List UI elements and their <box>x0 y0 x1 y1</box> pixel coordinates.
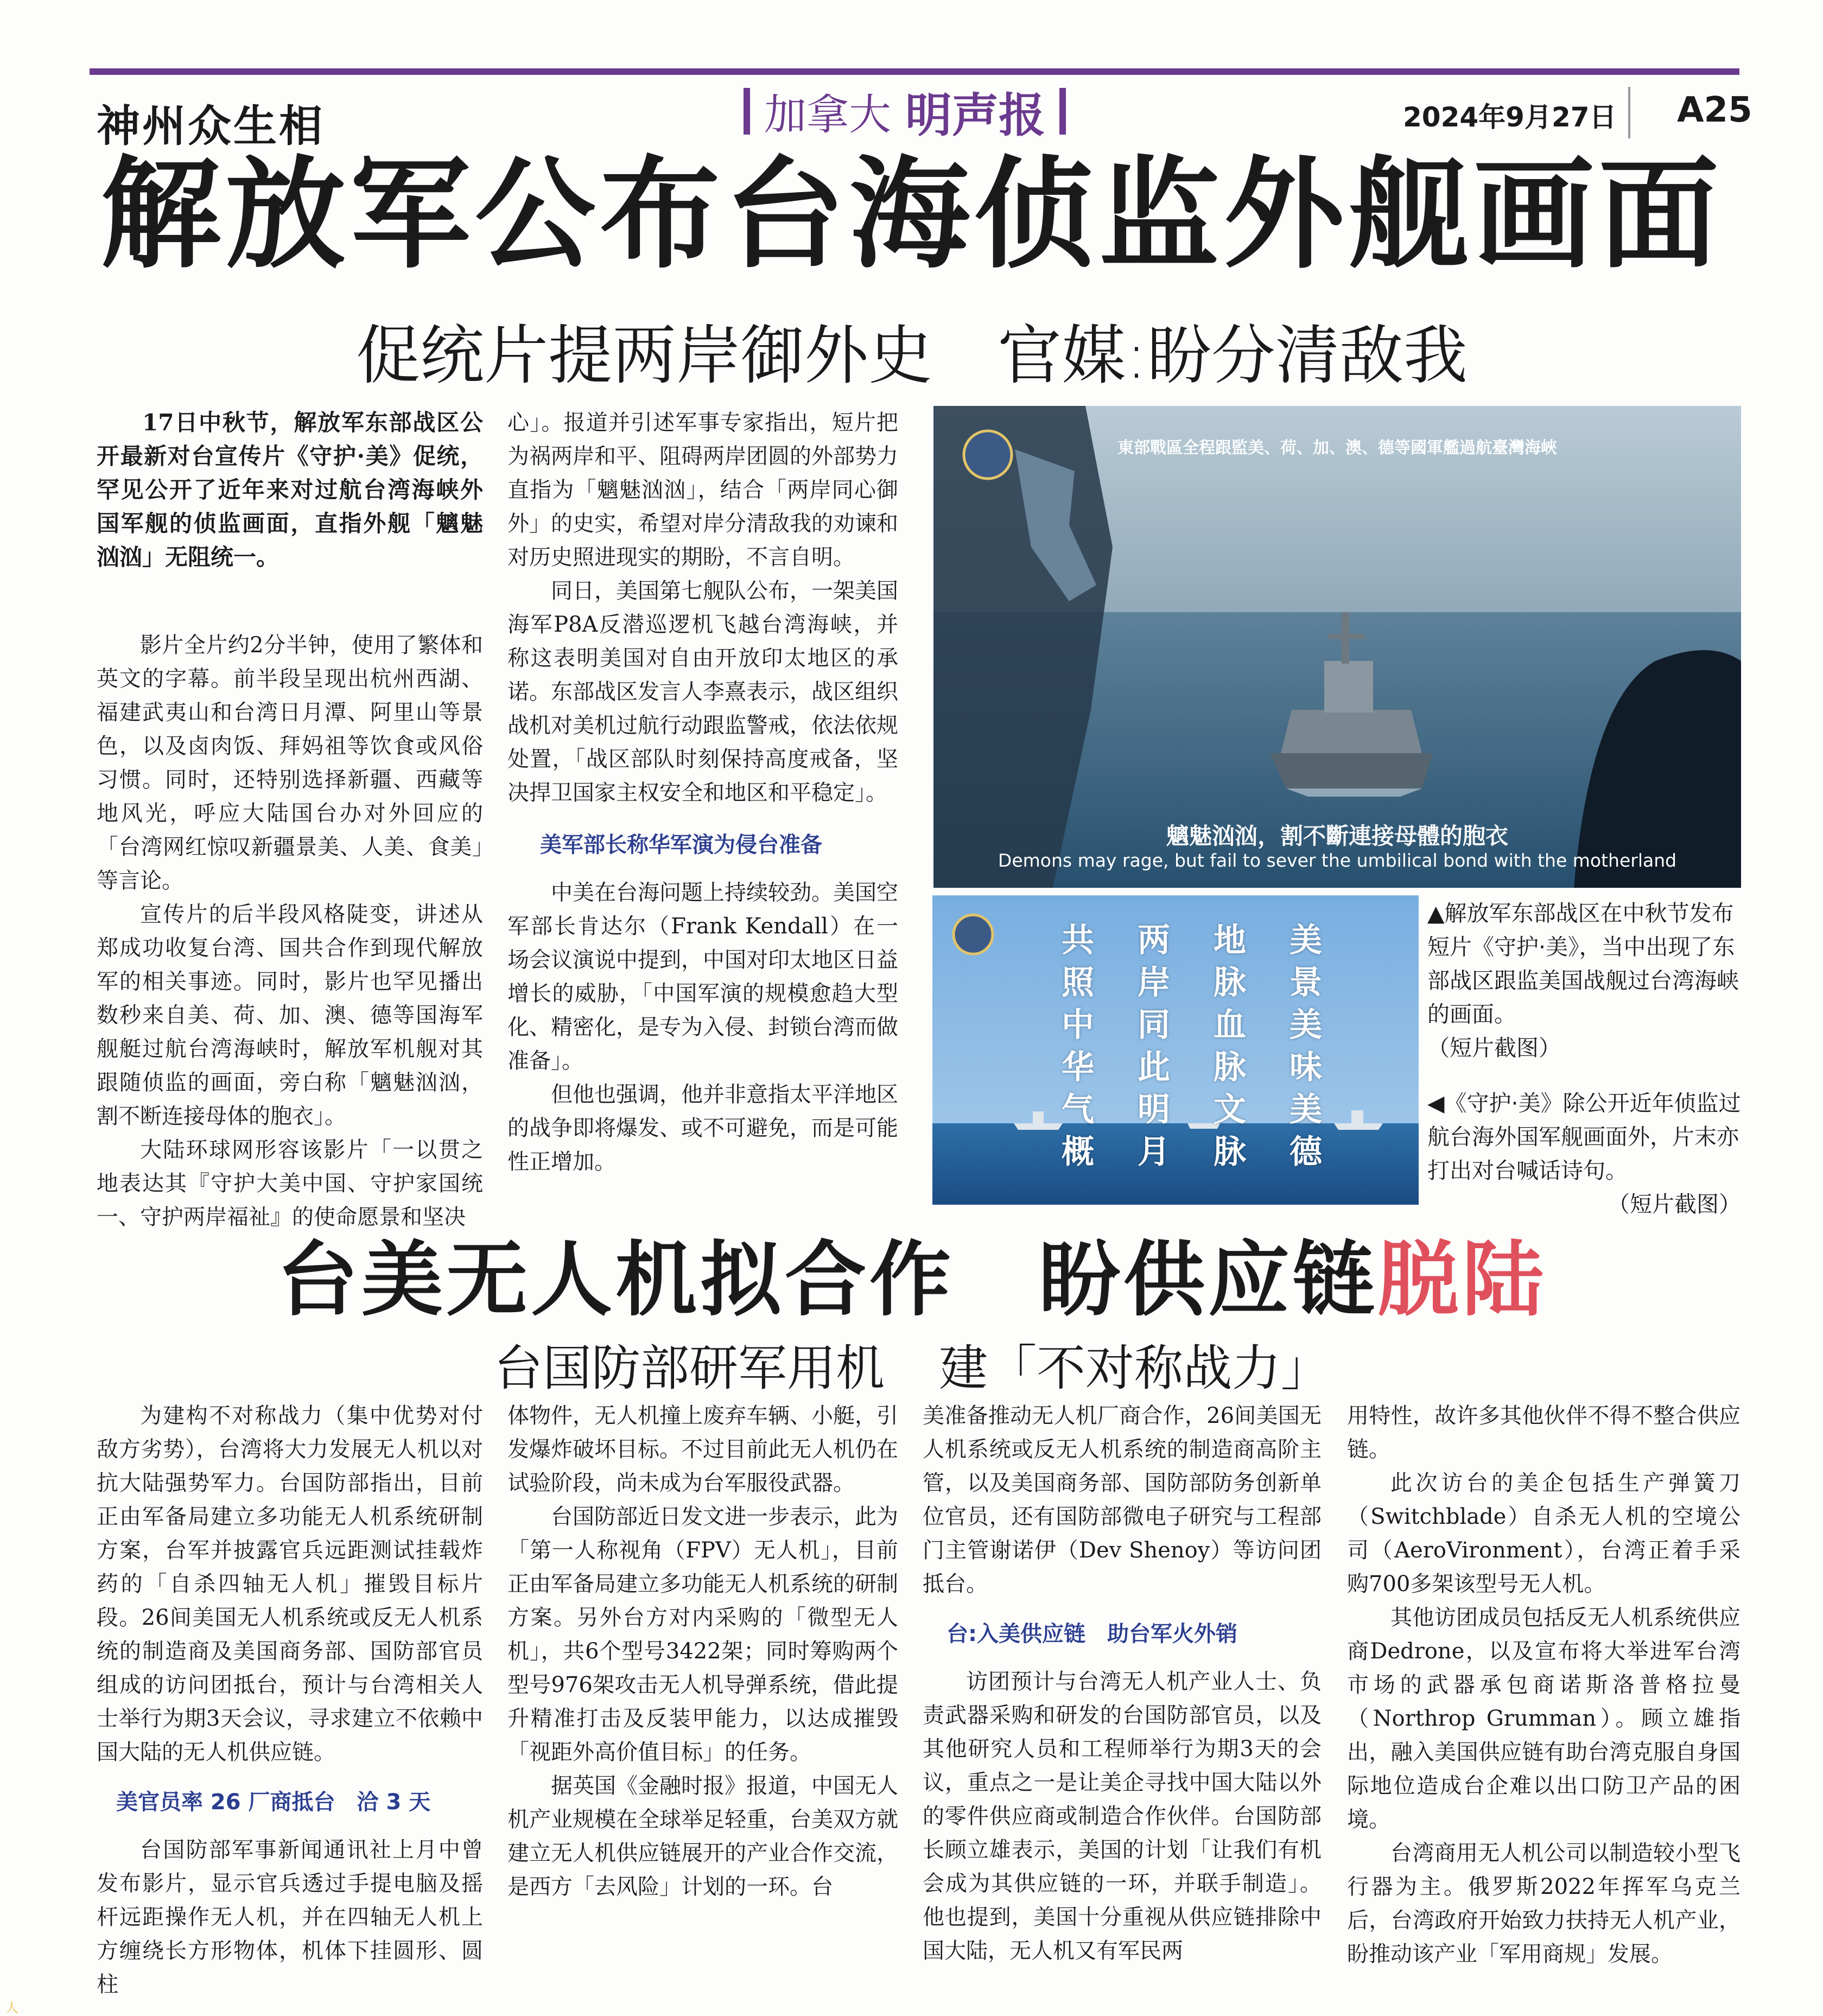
header-divider <box>1628 87 1630 138</box>
warship-photo <box>933 406 1741 888</box>
poem-line-3: 两岸同此明月 <box>1132 923 1170 1176</box>
page-number: A25 <box>1677 90 1752 130</box>
story2-headline <box>81 1231 1742 1328</box>
photo-captions <box>1427 896 1741 1221</box>
story2-headline-a: 台美无人机拟合作 盼供应链 <box>276 1232 1377 1327</box>
paragraph: 台国防部军事新闻通讯社上月中曾发布影片，显示官兵透过手提电脑及摇杆远距操作无人机，并在四轴无人机上方缠绕长方形物体，机体下挂圆形、圆柱 <box>97 1837 483 1997</box>
lede-paragraph: 17日中秋节，解放军东部战区公开最新对台宣传片《守护·美》促统，罕见公开了近年来对过航台湾海峡外国军舰的侦监画面，直指外舰「魑魅汹汹」无阻统一。 <box>97 409 483 570</box>
story2-column-1 <box>97 1399 483 2001</box>
section-title: 神州众生相 <box>97 100 325 151</box>
caption-1-credit: （短片截图） <box>1427 1035 1561 1061</box>
paragraph: 同日，美国第七舰队公布，一架美国海军P8A反潜巡逻机飞越台湾海峡，并称这表明美国对自由开放印太地区的承诺。东部战区发言人李熹表示，战区组织战机对美机过航行动跟监警戒，依法依规处置，「战区部队时刻保持高度戒备，坚决捍卫国家主权安全和地区和平稳定」。 <box>507 578 898 805</box>
paragraph: 据英国《金融时报》报道，中国无人机产业规模在全球举足轻重，台美双方就建立无人机供应链展开的产业合作交流，是西方「去风险」计划的一环。台 <box>507 1773 898 1899</box>
masthead-bar-right <box>1059 88 1066 135</box>
photo1-caption-top: 東部戰區全程跟監美、荷、加、澳、德等國軍艦過航臺灣海峽 <box>1117 438 1557 457</box>
story1-headline: 解放军公布台海侦监外舰画面 <box>100 144 1723 285</box>
poem-line-4: 共照中华气概 <box>1056 923 1094 1176</box>
paragraph: 宣传片的后半段风格陡变，讲述从郑成功收复台湾、国共合作到现代解放军的相关事迹。同时，影片也罕见播出数秒来自美、荷、加、澳、德等国海军舰艇过航台湾海峡时，解放军机舰对其跟随侦监的画面，旁白称「魑魅汹汹，割不断连接母体的胞衣」。 <box>97 902 483 1129</box>
top-rule <box>90 68 1739 75</box>
story2-subhead-a: 台国防部研军用机 <box>494 1340 885 1397</box>
story2-subhead-2: 台:入美供应链 助台军火外销 <box>947 1621 1237 1646</box>
poem-line-2: 地脉血脉文脉 <box>1208 923 1246 1176</box>
paragraph: 用特性，故许多其他伙伴不得不整合供应链。 <box>1347 1403 1741 1462</box>
paragraph: 中美在台海问题上持续较劲。美国空军部长肯达尔（Frank Kendall）在一场会议演说中提到，中国对印太地区日益增长的威胁，「中国军演的规模愈趋大型化、精密化，是专为入侵、封锁台湾而做准备」。 <box>507 880 898 1073</box>
paragraph: 但他也强调，他并非意指太平洋地区的战争即将爆发、或不可避免，而是可能性正增加。 <box>507 1082 898 1174</box>
caption-2-credit: （短片截图） <box>1608 1191 1741 1217</box>
story2-column-4 <box>1347 1399 1741 1971</box>
poem-photo <box>932 895 1419 1205</box>
poem-photo-graphic <box>932 895 1419 1205</box>
story2-column-2 <box>507 1399 898 1904</box>
story1-column-2 <box>507 406 898 1179</box>
photo1-caption-en: Demons may rage, but fail to sever the umbilical bond with the motherland <box>998 850 1677 871</box>
paragraph: 美准备推动无人机厂商合作，26间美国无人机系统或反无人机系统的制造商高阶主管，以及美国商务部、国防部防务创新单位官员，还有国防部微电子研究与工程部门主管谢诺伊（Dev Shenoy）等访问团抵台。 <box>923 1403 1322 1597</box>
story2-headline-highlight: 脱陆 <box>1377 1232 1547 1327</box>
story2-subhead-1: 美官员率 26 厂商抵台 洽 3 天 <box>116 1790 431 1815</box>
paragraph: 大陆环球网形容该影片「一以贯之地表达其『守护大美中国、守护家国统一、守护两岸福祉』的使命愿景和坚决 <box>97 1137 483 1230</box>
warship-photo-graphic <box>933 406 1741 888</box>
poem-line-1: 美景美味美德 <box>1284 923 1322 1176</box>
paragraph: 体物件，无人机撞上废弃车辆、小艇，引发爆炸破坏目标。不过目前此无人机仍在试验阶段，尚未成为台军服役武器。 <box>507 1403 898 1496</box>
caption-2: ◀《守护·美》除公开近年侦监过航台海外国军舰画面外，片末亦打出对台喊话诗句。 <box>1427 1090 1741 1184</box>
issue-date: 2024年9月27日 <box>1403 101 1617 133</box>
story1-subhead-b: 官媒:盼分清敌我 <box>998 318 1468 393</box>
paragraph: 此次访台的美企包括生产弹簧刀（Switchblade）自杀无人机的空境公司（AeroVironment），台湾正着手采购700多架该型号无人机。 <box>1347 1471 1741 1597</box>
photo1-caption-zh: 魑魅汹汹，割不斷連接母體的胞衣 <box>1166 823 1508 849</box>
masthead <box>744 81 1066 141</box>
story1-lede <box>97 406 483 574</box>
paragraph: 台国防部近日发文进一步表示，此为「第一人称视角（FPV）无人机」，目前正由军备局建立多功能无人机系统的研制方案。另外台方对内采购的「微型无人机」，共6个型号3422架；同时筹购两个型号976架攻击无人机导弹系统，借此提升精准打击及反装甲能力，以达成摧毁「视距外高价值目标」的任务。 <box>507 1504 898 1765</box>
paragraph: 影片全片约2分半钟，使用了繁体和英文的字幕。前半段呈现出杭州西湖、福建武夷山和台湾日月潭、阿里山等景色，以及卤肉饭、拜妈祖等饮食或风俗习惯。同时，还特别选择新疆、西藏等地风光，呼应大陆国台办对外回应的「台湾网红惊叹新疆景美、人美、食美」等言论。 <box>97 633 483 893</box>
masthead-bar-left <box>744 88 750 135</box>
story2-subheadline <box>81 1328 1742 1399</box>
corner-mark: 人 <box>5 2000 18 2015</box>
paragraph: 访团预计与台湾无人机产业人士、负责武器采购和研发的台国防部官员，以及其他研究人员和工程师举行为期3天的会议，重点之一是让美企寻找中国大陆以外的零件供应商或制造合作伙伴。台国防部长顾立雄表示，美国的计划「让我们有机会成为其供应链的一环，并联手制造」。他也提到，美国十分重视从供应链排除中国大陆，无人机又有军民两 <box>923 1669 1322 1963</box>
masthead-prefix: 加拿大 <box>764 91 892 139</box>
story1-subhead-mid: 美军部长称华军演为侵台准备 <box>540 832 822 857</box>
emblem-icon <box>954 915 993 954</box>
paragraph: 为建构不对称战力（集中优势对付敌方劣势），台湾将大力发展无人机以对抗大陆强势军力。台国防部指出，目前正由军备局建立多功能无人机系统研制方案，台军并披露官兵远距测试挂载炸药的「自杀四轴无人机」摧毁目标片段。26间美国无人机系统或反无人机系统的制造商及美国商务部、国防部官员组成的访问团抵台，预计与台湾相关人士举行为期3天会议，寻求建立不依赖中国大陆的无人机供应链。 <box>97 1403 483 1765</box>
paragraph: 其他访团成员包括反无人机系统供应商Dedrone，以及宣布将大举进军台湾市场的武器承包商诺斯洛普格拉曼（Northrop Grumman）。顾立雄指出，融入美国供应链有助台湾克服自身国际地位造成台企难以出口防卫产品的困境。 <box>1347 1605 1741 1832</box>
story2-subhead-b: 建「不对称战力」 <box>939 1340 1330 1397</box>
story2-column-3 <box>923 1399 1322 1968</box>
story1-subheadline <box>81 304 1742 396</box>
ship-right-graphic <box>1334 1123 1383 1130</box>
story1-subhead-a: 促统片提两岸御外史 <box>356 318 933 393</box>
story1-column-1 <box>97 628 483 1234</box>
masthead-name: 明声报 <box>905 88 1046 143</box>
paragraph: 台湾商用无人机公司以制造较小型飞行器为主。俄罗斯2022年挥军乌克兰后，台湾政府开始致力扶持无人机产业，盼推动该产业「军用商规」发展。 <box>1347 1841 1741 1967</box>
paragraph: 心」。报道并引述军事专家指出，短片把为祸两岸和平、阻碍两岸团圆的外部势力直指为「魑魅汹汹」，结合「两岸同心御外」的史实，希望对岸分清敌我的劝谏和对历史照进现实的期盼，不言自明。 <box>507 410 898 570</box>
caption-1: ▲解放军东部战区在中秋节发布短片《守护·美》，当中出现了东部战区跟监美国战舰过台湾海峡的画面。 <box>1427 900 1739 1027</box>
